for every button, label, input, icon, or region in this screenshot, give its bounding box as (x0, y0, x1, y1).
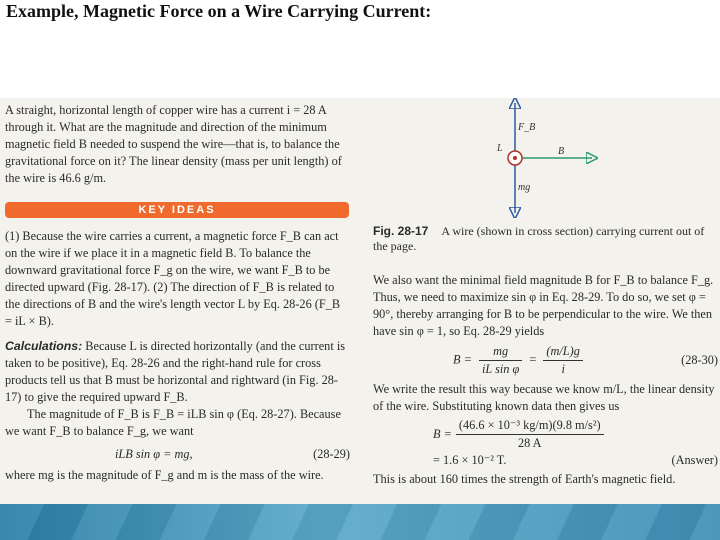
label-l: L (497, 143, 503, 154)
eq1-numerator-2: (m/L)g (543, 343, 582, 361)
equation-28-30 (453, 343, 718, 378)
equation-28-29-number: (28-29) (313, 447, 350, 461)
eq2-denominator: 28 A (517, 436, 542, 450)
figure-label: Fig. 28-17 (373, 224, 429, 238)
right-text-1: We also want the minimal field magnitude B for F_B to balance F_g. Thus, we need to maximize sin φ in Eq. 28-29. To do so, we set φ = 90°, thereby arranging for B to be perpendicular to the wire. We then have sin φ = 1, so Eq. 28-29 yields (373, 273, 714, 338)
eq1-fraction-1 (479, 343, 522, 378)
calculations-text-2: The magnitude of F_B is F_B = iLB sin φ (Eq. 28-27). Because we want F_B to balance F_g, we want (5, 407, 341, 438)
eq2-lhs: B = (433, 427, 452, 441)
equation-result (433, 452, 718, 469)
left-column (5, 102, 350, 187)
eq1-numerator-1: mg (479, 343, 522, 361)
current-out-dot (513, 156, 517, 160)
eq1-lhs: B = (453, 352, 472, 367)
eq1-fraction-2 (543, 343, 582, 378)
key-ideas-banner: KEY IDEAS (5, 202, 349, 218)
eq1-denominator-1: iL sin φ (481, 362, 520, 376)
eq1-denominator-2: i (561, 362, 565, 376)
calculations-text-3: where mg is the magnitude of F_g and m is the mass of the wire. (5, 468, 324, 482)
right-column (373, 272, 718, 488)
calculations-heading: Calculations: (5, 339, 83, 353)
left-column-lower (5, 228, 350, 484)
equation-28-29 (115, 446, 350, 463)
equation-substitution (433, 417, 718, 452)
right-text-2: We write the result this way because we know m/L, the linear density of the wire. Substituting known data then gives us (373, 382, 715, 413)
right-text-3: This is about 160 times the strength of Earth's magnetic field. (373, 472, 676, 486)
equation-28-30-number: (28-30) (681, 353, 718, 367)
figure-caption-text: A wire (shown in cross section) carrying current out of the page. (373, 224, 705, 253)
wire-force-figure (480, 98, 620, 218)
label-b: B (558, 146, 565, 157)
textbook-scan (0, 98, 720, 504)
eq2-fraction (456, 417, 604, 452)
label-mg: mg (518, 182, 531, 193)
figure-caption (373, 224, 718, 254)
key-ideas-text: (1) Because the wire carries a current, a magnetic force F_B can act on the wire if we place it in a magnetic field B. To balance the downward gravitational force F_g on the wire, we want F_B to be directed upward (Fig. 28-17). (2) The direction of F_B is related to the directions of B and the wire's length vector L by Eq. 28-26 (F_B = iL × B). (5, 229, 341, 328)
calculations-text-1: Because L is directed horizontally (and the current is taken to be positive), Eq. 28-26 and the right-hand rule for cross products tell us that B must be horizontal and rightward (in Fig. 28-17) to give the required upward F_B. (5, 339, 346, 404)
footer-band-texture (0, 504, 720, 540)
equation-28-29-body: iLB sin φ = mg, (115, 447, 193, 461)
label-fb: F_B (518, 122, 536, 133)
eq2-numerator: (46.6 × 10⁻³ kg/m)(9.8 m/s²) (456, 417, 604, 435)
answer-tag: (Answer) (671, 453, 718, 467)
problem-statement: A straight, horizontal length of copper wire has a current i = 28 A through it. What are the magnitude and direction of the minimum magnetic field B needed to suspend the wire—that is, to balance the gravitational force on it? The linear density (mass per unit length) of the wire is 46.6 g/m. (5, 103, 342, 185)
slide-title: Example, Magnetic Force on a Wire Carrying Current: (6, 1, 432, 21)
calculations-para (5, 338, 350, 406)
eq2-result: = 1.6 × 10⁻² T. (433, 453, 507, 467)
eq1-equals: = (529, 352, 537, 367)
equation-28-30-body (453, 343, 587, 378)
